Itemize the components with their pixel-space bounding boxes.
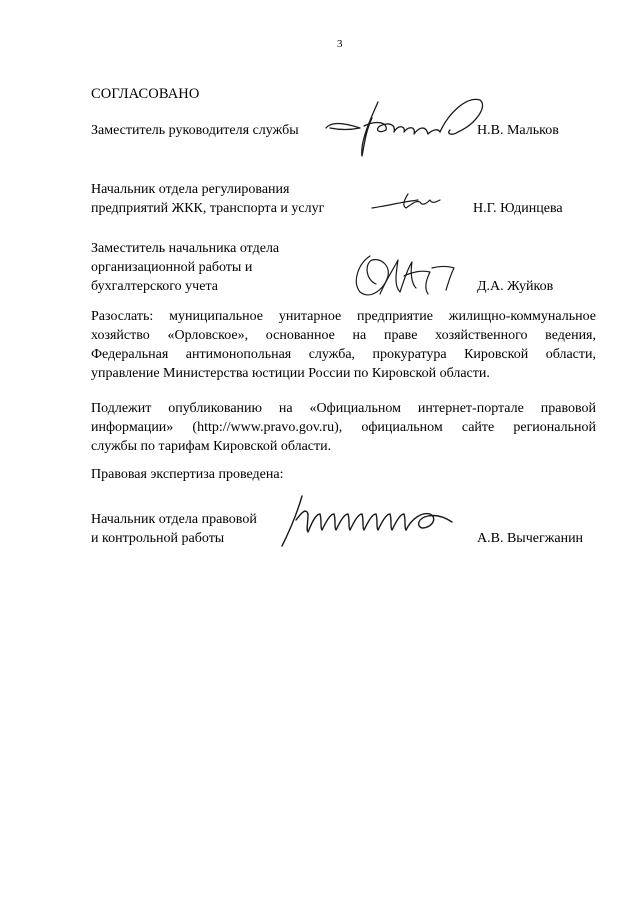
distribution-line-1: Разослать: муниципальное унитарное предприятие жилищно-коммунальное (91, 309, 596, 324)
approver-1-name: Н.В. Мальков (477, 123, 559, 138)
approver-3-name: Д.А. Жуйков (477, 279, 554, 294)
approver-3-signature (350, 250, 460, 302)
approver-2-title-line-2: предприятий ЖКК, транспорта и услуг (91, 201, 325, 216)
heading-approved: СОГЛАСОВАНО (91, 86, 200, 102)
publication-line-3: службы по тарифам Кировской области. (91, 439, 332, 454)
legal-approver-title-line-2: и контрольной работы (91, 531, 225, 546)
publication-line-2: информации» (http://www.pravo.gov.ru), официальном сайте региональной (91, 420, 596, 435)
page-number: 3 (337, 38, 343, 50)
legal-review-statement: Правовая экспертиза проведена: (91, 467, 284, 482)
approver-3-title-line-2: организационной работы и (91, 260, 253, 275)
distribution-line-4: управление Министерства юстиции России по Кировской области. (91, 366, 490, 381)
publication-paragraph (91, 399, 596, 456)
publication-line-1: Подлежит опубликованию на «Официальном интернет-портале правовой (91, 401, 596, 416)
distribution-line-3: Федеральная антимонопольная служба, прокуратура Кировской области, (91, 347, 596, 362)
approver-3-title-line-3: бухгалтерского учета (91, 279, 218, 294)
approver-2-title-line-1: Начальник отдела регулирования (91, 182, 290, 197)
approver-2-name: Н.Г. Юдинцева (473, 201, 563, 216)
distribution-paragraph (91, 307, 596, 383)
approver-3-title-line-1: Заместитель начальника отдела (91, 241, 280, 256)
legal-approver-name: А.В. Вычегжанин (477, 531, 584, 546)
legal-approver-signature (272, 490, 462, 552)
approver-2-signature (368, 186, 448, 216)
approver-1-signature (320, 90, 490, 160)
legal-approver-title-line-1: Начальник отдела правовой (91, 512, 257, 527)
distribution-line-2: хозяйство «Орловское», основанное на праве хозяйственного ведения, (91, 328, 596, 343)
approver-1-title: Заместитель руководителя службы (91, 123, 299, 138)
